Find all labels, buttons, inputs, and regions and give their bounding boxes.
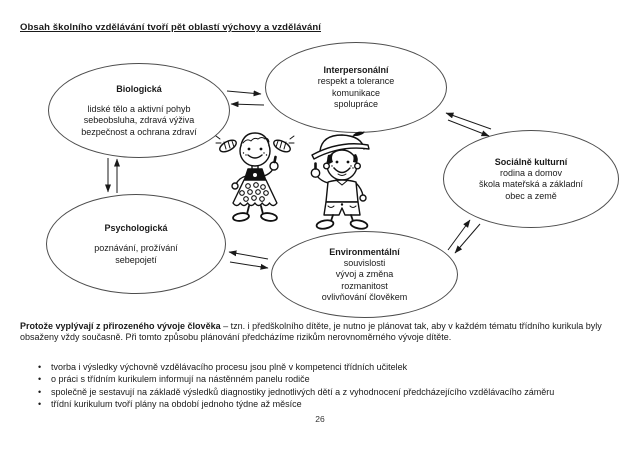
arrow-inter-soc [446,113,491,136]
ellipse-psychologicka [46,194,226,294]
paragraph-lead-bold: Protože vyplývají z přirozeného vývoje člověka [20,321,221,331]
list-item [38,398,620,410]
page-number: 26 [315,414,325,424]
ellipse-psychologicka-title: Psychologická [104,223,168,233]
page-title: Obsah školního vzdělávání tvoří pět oblastí výchovy a vzdělávání [20,22,321,33]
ellipse-interpersonalni [265,42,447,133]
ellipse-psychologicka-line: sebepojetí [115,254,157,265]
list-item [38,373,620,385]
arrow-psych-env [229,252,268,268]
ellipse-environmentalni-title: Environmentální [329,246,400,257]
ellipse-socialne-kulturni-title: Sociálně kulturní [494,156,568,167]
ellipse-biologicka [48,63,230,158]
ellipse-interpersonalni-line: respekt a tolerance [317,76,395,87]
bullet-list [38,361,620,410]
ellipse-environmentalni-line: ovlivňování člověkem [321,292,408,302]
ellipse-biologicka-title: Biologická [116,83,162,94]
bullet-marker: • [38,374,42,385]
bullet-text: tvorba i výsledky výchovně vzdělávacího procesu jsou plně v kompetenci třídních učitelek [51,362,408,372]
arrow-bio-psych [108,158,117,193]
ellipse-socialne-kulturni-line: rodina a domov [499,167,563,178]
ellipse-socialne-kulturni-line: škola mateřská a základní [478,179,584,190]
paragraph-rest: – tzn. i předškolního dítěte, je nutno je plánovat tak, aby v každém tématu třídního kurikula byly obsaženy vždy současně. Při tomto způsobu plánování předcházíme rizikům nerovnoměrného vývoje dítěte. [20,321,602,343]
list-item [38,361,620,373]
ellipse-interpersonalni-title: Interpersonální [323,65,389,76]
ellipse-environmentalni-line: souvislosti [343,257,386,268]
bullet-marker: • [38,386,42,397]
ellipse-biologicka-line: bezpečnost a ochrana zdraví [81,126,197,137]
bullet-text: třídní kurikulum tvoří plány na období jednoho týdne až měsíce [51,398,302,409]
girl-clipart [216,133,294,222]
ellipse-environmentalni-line: rozmanitost [341,280,388,291]
ellipse-psychologicka-line: poznávání, prožívání [94,243,178,253]
ellipse-biologicka-line: lidské tělo a aktivní pohyb [87,103,191,114]
list-item [38,386,620,398]
body-paragraph [20,321,621,344]
ellipse-interpersonalni-line: komunikace [331,87,381,98]
ellipse-socialne-kulturni [443,130,619,228]
ellipse-environmentalni [271,231,458,318]
ellipse-biologicka-line: sebeobsluha, zdravá výživa [83,115,195,126]
bullet-marker: • [38,362,42,372]
ellipse-environmentalni-line: vývoj a změna [335,269,394,279]
ellipse-socialne-kulturni-line: obec a země [505,190,557,201]
boy-clipart [311,132,369,230]
arrow-soc-env [448,220,480,253]
bullet-marker: • [38,398,42,409]
arrow-bio-inter [227,91,264,105]
bullet-text: společně je sestavují na základě výsledků diagnostiky jednotlivých dětí a z vyhodnocení předcházejícího vzdělávacího záměru [51,386,555,397]
ellipse-interpersonalni-line: spolupráce [333,99,379,110]
bullet-text: o práci s třídním kurikulem informují na nástěnném panelu rodiče [51,374,310,385]
